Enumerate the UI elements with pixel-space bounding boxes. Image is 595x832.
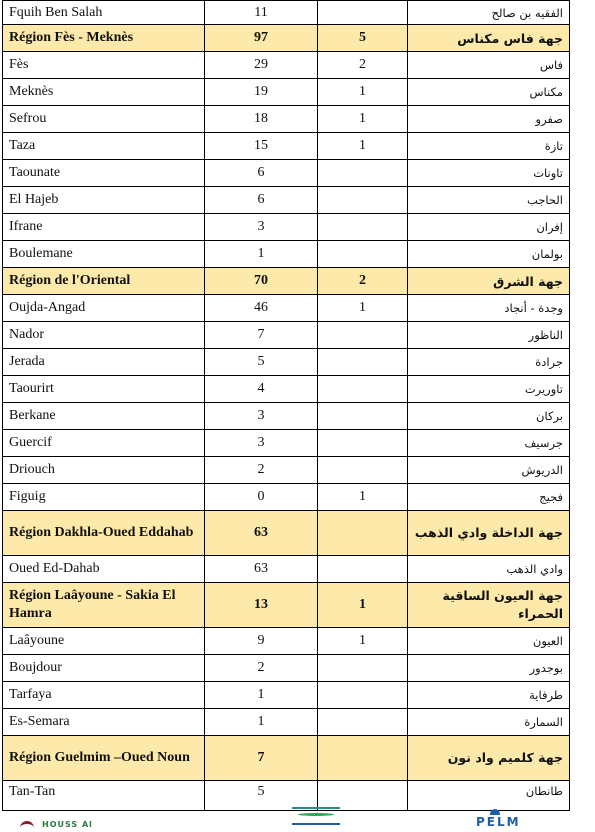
total-count-cell: 63 — [205, 511, 318, 556]
total-count-cell: 19 — [205, 79, 318, 106]
table-row — [3, 214, 570, 241]
region-row — [3, 736, 570, 781]
arabic-name-cell: جهة كلميم واد نون — [408, 736, 570, 781]
extra-count-cell: 2 — [318, 52, 408, 79]
total-count-cell: 3 — [205, 214, 318, 241]
extra-count-cell — [318, 187, 408, 214]
extra-count-cell — [318, 736, 408, 781]
arabic-name-cell: وجدة - أنجاد — [408, 295, 570, 322]
extra-count-cell — [318, 1, 408, 25]
table-row — [3, 241, 570, 268]
arabic-name-cell: فجيج — [408, 484, 570, 511]
total-count-cell: 6 — [205, 160, 318, 187]
extra-count-cell: 1 — [318, 133, 408, 160]
table-row — [3, 682, 570, 709]
total-count-cell: 0 — [205, 484, 318, 511]
extra-count-cell: 1 — [318, 106, 408, 133]
arabic-name-cell: جرسيف — [408, 430, 570, 457]
table-row — [3, 484, 570, 511]
total-count-cell: 97 — [205, 25, 318, 52]
arabic-name-cell: طانطان — [408, 781, 570, 811]
partner-logo-center-icon — [292, 807, 340, 827]
arabic-name-cell: طرفاية — [408, 682, 570, 709]
extra-count-cell — [318, 511, 408, 556]
arabic-name-cell: الناظور — [408, 322, 570, 349]
logo-left-text: HOUSS Al — [42, 820, 93, 829]
french-name-cell: Oujda-Angad — [3, 295, 205, 322]
logo-right-text: PELM — [476, 815, 521, 829]
arabic-name-cell: جهة الداخلة وادي الذهب — [408, 511, 570, 556]
table-row — [3, 1, 570, 25]
french-name-cell: Taounate — [3, 160, 205, 187]
total-count-cell: 3 — [205, 403, 318, 430]
table-row — [3, 709, 570, 736]
french-name-cell: Région Fès - Meknès — [3, 25, 205, 52]
french-name-cell: Taza — [3, 133, 205, 160]
table-row — [3, 322, 570, 349]
table-row — [3, 160, 570, 187]
table-row — [3, 430, 570, 457]
extra-count-cell: 2 — [318, 268, 408, 295]
arabic-name-cell: بولمان — [408, 241, 570, 268]
french-name-cell: Tarfaya — [3, 682, 205, 709]
total-count-cell: 2 — [205, 655, 318, 682]
french-name-cell: Nador — [3, 322, 205, 349]
total-count-cell: 11 — [205, 1, 318, 25]
total-count-cell: 4 — [205, 376, 318, 403]
arabic-name-cell: تاونات — [408, 160, 570, 187]
arabic-name-cell: فاس — [408, 52, 570, 79]
french-name-cell: Région Dakhla-Oued Eddahab — [3, 511, 205, 556]
extra-count-cell — [318, 709, 408, 736]
arabic-name-cell: جرادة — [408, 349, 570, 376]
total-count-cell: 5 — [205, 781, 318, 811]
french-name-cell: Fquih Ben Salah — [3, 1, 205, 25]
arabic-name-cell: الفقيه بن صالح — [408, 1, 570, 25]
french-name-cell: Es-Semara — [3, 709, 205, 736]
total-count-cell: 13 — [205, 583, 318, 628]
table-body — [3, 1, 570, 811]
table-row — [3, 457, 570, 484]
table-row — [3, 655, 570, 682]
french-name-cell: Région de l'Oriental — [3, 268, 205, 295]
table-row — [3, 133, 570, 160]
french-name-cell: Tan-Tan — [3, 781, 205, 811]
extra-count-cell — [318, 376, 408, 403]
table-row — [3, 79, 570, 106]
extra-count-cell — [318, 322, 408, 349]
total-count-cell: 1 — [205, 241, 318, 268]
arabic-name-cell: بوجدور — [408, 655, 570, 682]
extra-count-cell: 1 — [318, 79, 408, 106]
french-name-cell: Taourirt — [3, 376, 205, 403]
total-count-cell: 9 — [205, 628, 318, 655]
extra-count-cell — [318, 655, 408, 682]
extra-count-cell — [318, 403, 408, 430]
total-count-cell: 29 — [205, 52, 318, 79]
region-row — [3, 583, 570, 628]
region-row — [3, 511, 570, 556]
table-row — [3, 403, 570, 430]
french-name-cell: Oued Ed-Dahab — [3, 556, 205, 583]
extra-count-cell — [318, 160, 408, 187]
total-count-cell: 7 — [205, 322, 318, 349]
french-name-cell: Boujdour — [3, 655, 205, 682]
total-count-cell: 3 — [205, 430, 318, 457]
arabic-name-cell: الدريوش — [408, 457, 570, 484]
table-row — [3, 376, 570, 403]
extra-count-cell: 1 — [318, 583, 408, 628]
table-row — [3, 349, 570, 376]
partner-logo-right — [476, 809, 546, 827]
french-name-cell: Meknès — [3, 79, 205, 106]
french-name-cell: Driouch — [3, 457, 205, 484]
table-row — [3, 187, 570, 214]
extra-count-cell: 1 — [318, 628, 408, 655]
statistics-table — [2, 0, 570, 811]
total-count-cell: 7 — [205, 736, 318, 781]
total-count-cell: 18 — [205, 106, 318, 133]
region-row — [3, 25, 570, 52]
arabic-name-cell: الحاجب — [408, 187, 570, 214]
total-count-cell: 1 — [205, 709, 318, 736]
total-count-cell: 63 — [205, 556, 318, 583]
region-row — [3, 268, 570, 295]
extra-count-cell: 1 — [318, 484, 408, 511]
total-count-cell: 1 — [205, 682, 318, 709]
french-name-cell: Sefrou — [3, 106, 205, 133]
arabic-name-cell: تازة — [408, 133, 570, 160]
partner-logo-left — [20, 819, 110, 827]
extra-count-cell: 5 — [318, 25, 408, 52]
arabic-name-cell: العيون — [408, 628, 570, 655]
extra-count-cell — [318, 214, 408, 241]
extra-count-cell — [318, 682, 408, 709]
french-name-cell: Guercif — [3, 430, 205, 457]
arabic-name-cell: جهة العيون الساقية الحمراء — [408, 583, 570, 628]
french-name-cell: Région Laâyoune - Sakia El Hamra — [3, 583, 205, 628]
french-name-cell: El Hajeb — [3, 187, 205, 214]
arabic-name-cell: جهة الشرق — [408, 268, 570, 295]
total-count-cell: 6 — [205, 187, 318, 214]
total-count-cell: 5 — [205, 349, 318, 376]
arabic-name-cell: مكناس — [408, 79, 570, 106]
total-count-cell: 46 — [205, 295, 318, 322]
table-row — [3, 556, 570, 583]
total-count-cell: 2 — [205, 457, 318, 484]
french-name-cell: Laâyoune — [3, 628, 205, 655]
extra-count-cell — [318, 349, 408, 376]
extra-count-cell: 1 — [318, 295, 408, 322]
arabic-name-cell: إفران — [408, 214, 570, 241]
total-count-cell: 70 — [205, 268, 318, 295]
table-row — [3, 295, 570, 322]
arabic-name-cell: بركان — [408, 403, 570, 430]
french-name-cell: Ifrane — [3, 214, 205, 241]
extra-count-cell — [318, 430, 408, 457]
arabic-name-cell: صفرو — [408, 106, 570, 133]
table-row — [3, 628, 570, 655]
table-row — [3, 106, 570, 133]
french-name-cell: Figuig — [3, 484, 205, 511]
total-count-cell: 15 — [205, 133, 318, 160]
arabic-name-cell: وادي الذهب — [408, 556, 570, 583]
footer-logos — [0, 803, 595, 827]
french-name-cell: Boulemane — [3, 241, 205, 268]
extra-count-cell — [318, 556, 408, 583]
french-name-cell: Région Guelmim –Oued Noun — [3, 736, 205, 781]
french-name-cell: Jerada — [3, 349, 205, 376]
table-row — [3, 52, 570, 79]
arabic-name-cell: تاوريرت — [408, 376, 570, 403]
extra-count-cell — [318, 457, 408, 484]
french-name-cell: Fès — [3, 52, 205, 79]
arabic-name-cell: السمارة — [408, 709, 570, 736]
french-name-cell: Berkane — [3, 403, 205, 430]
arabic-name-cell: جهة فاس مكناس — [408, 25, 570, 52]
extra-count-cell — [318, 241, 408, 268]
